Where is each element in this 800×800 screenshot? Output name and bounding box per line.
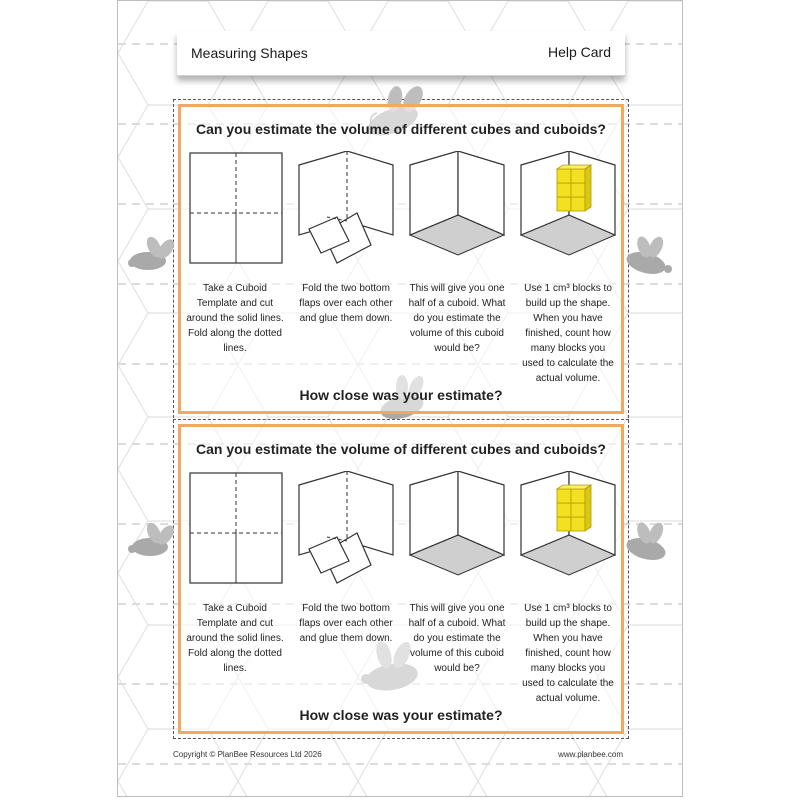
step-3 [408,471,506,676]
step-3-text: This will give you one half of a cuboid. What do you estimate the volume of this cuboid would be? [408,283,506,354]
copyright-text: Copyright © PlanBee Resources Ltd 2026 [173,750,322,759]
step-4 [519,151,617,386]
website-text: www.planbee.com [558,750,623,759]
card-question: Can you estimate the volume of different cubes and cuboids? [196,441,606,457]
step-1-text: Take a Cuboid Template and cut around the solid lines. Fold along the dotted lines. [186,283,284,354]
header-label: Help Card [547,44,611,60]
help-card [178,424,624,734]
card-question: Can you estimate the volume of different cubes and cuboids? [196,121,606,137]
step-3 [408,151,506,356]
bee-icon [124,523,184,563]
step-4-text: Use 1 cm³ blocks to build up the shape. When you have finished, count how many blocks you used to calculate the actual volume. [522,603,614,704]
step-2-text: Fold the two bottom flaps over each other and glue them down. [299,603,393,644]
bee-icon [616,521,676,565]
folded-template-diagram [297,151,395,265]
step-2-text: Fold the two bottom flaps over each other and glue them down. [299,283,393,324]
bee-icon [124,237,184,277]
step-4 [519,471,617,706]
half-cuboid-diagram [408,151,506,265]
cuboid-template-diagram [186,151,284,265]
cuboid-template-diagram [186,471,284,585]
step-1 [186,151,284,356]
header-title: Measuring Shapes [191,45,308,61]
step-4-text: Use 1 cm³ blocks to build up the shape. When you have finished, count how many blocks you used to calculate the actual volume. [522,283,614,384]
bee-icon [616,235,676,279]
step-3-text: This will give you one half of a cuboid. What do you estimate the volume of this cuboid would be? [408,603,506,674]
block-cuboid-diagram [519,471,617,585]
worksheet-page [117,0,683,797]
cube-blocks [557,165,591,211]
page-header [177,31,625,76]
step-2 [297,471,395,646]
half-cuboid-diagram [408,471,506,585]
step-1 [186,471,284,676]
block-cuboid-diagram [519,151,617,265]
help-card [178,104,624,414]
card-footer-question: How close was your estimate? [299,387,503,403]
step-1-text: Take a Cuboid Template and cut around the solid lines. Fold along the dotted lines. [186,603,284,674]
cube-blocks [557,485,591,531]
card-footer-question: How close was your estimate? [299,707,503,723]
step-2 [297,151,395,326]
folded-template-diagram [297,471,395,585]
